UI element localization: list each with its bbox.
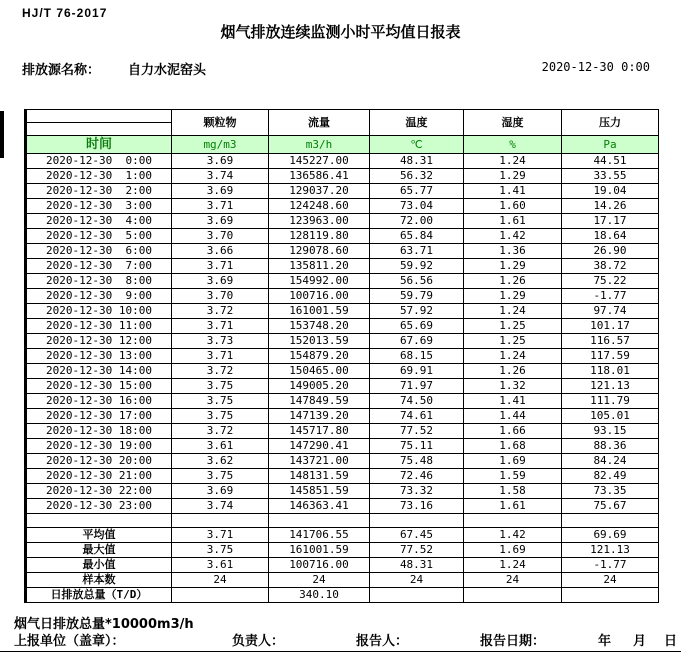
value-cell: 59.92 <box>370 259 464 274</box>
value-cell: 118.01 <box>562 364 659 379</box>
time-header-cell: 时间 <box>26 136 172 154</box>
summary-value-cell: 48.31 <box>370 558 464 573</box>
value-cell: 3.74 <box>172 169 269 184</box>
time-cell: 2020-12-30 2:00 <box>26 184 172 199</box>
table-row <box>26 394 659 409</box>
summary-value-cell: 340.10 <box>269 588 370 603</box>
value-cell: 3.69 <box>172 484 269 499</box>
value-cell: 147849.59 <box>269 394 370 409</box>
value-cell: 75.67 <box>562 499 659 514</box>
value-cell: 3.71 <box>172 259 269 274</box>
value-cell: 1.69 <box>464 454 562 469</box>
summary-value-cell: -1.77 <box>562 558 659 573</box>
summary-value-cell: 24 <box>370 573 464 588</box>
value-cell: 1.41 <box>464 394 562 409</box>
time-cell: 2020-12-30 14:00 <box>26 364 172 379</box>
blank-cell <box>269 514 370 528</box>
value-cell: 26.90 <box>562 244 659 259</box>
table-row <box>26 169 659 184</box>
units-row <box>26 136 659 154</box>
value-cell: 3.69 <box>172 214 269 229</box>
col-header-flow: 流量 <box>269 110 370 136</box>
table-row <box>26 244 659 259</box>
value-cell: 3.61 <box>172 439 269 454</box>
source-line <box>22 59 206 78</box>
value-cell: 1.24 <box>464 154 562 169</box>
summary-row <box>26 573 659 588</box>
value-cell: 1.29 <box>464 259 562 274</box>
value-cell: 143721.00 <box>269 454 370 469</box>
month-label: 月 <box>633 634 647 649</box>
value-cell: 68.15 <box>370 349 464 364</box>
table-body <box>26 154 659 603</box>
value-cell: 3.69 <box>172 184 269 199</box>
value-cell: 44.51 <box>562 154 659 169</box>
summary-value-cell: 24 <box>269 573 370 588</box>
summary-value-cell: 3.75 <box>172 543 269 558</box>
value-cell: 1.60 <box>464 199 562 214</box>
value-cell: 74.50 <box>370 394 464 409</box>
summary-value-cell: 1.42 <box>464 528 562 543</box>
value-cell: 101.17 <box>562 319 659 334</box>
summary-label-cell: 最小值 <box>26 558 172 573</box>
value-cell: 136586.41 <box>269 169 370 184</box>
summary-label-cell: 平均值 <box>26 528 172 543</box>
blank-cell <box>26 110 172 123</box>
blank-cell <box>26 514 172 528</box>
summary-value-cell: 24 <box>464 573 562 588</box>
value-cell: 1.32 <box>464 379 562 394</box>
value-cell: 128119.80 <box>269 229 370 244</box>
value-cell: 1.24 <box>464 304 562 319</box>
source-name: 自力水泥窑头 <box>128 63 207 78</box>
table-row <box>26 274 659 289</box>
table-row <box>26 469 659 484</box>
blank-cell <box>26 123 172 136</box>
value-cell: 154992.00 <box>269 274 370 289</box>
summary-label-cell: 样本数 <box>26 573 172 588</box>
col-header-humidity: 湿度 <box>464 110 562 136</box>
time-cell: 2020-12-30 1:00 <box>26 169 172 184</box>
summary-value-cell <box>172 588 269 603</box>
time-cell: 2020-12-30 8:00 <box>26 274 172 289</box>
table-row <box>26 289 659 304</box>
time-cell: 2020-12-30 11:00 <box>26 319 172 334</box>
table-row <box>26 349 659 364</box>
value-cell: 75.22 <box>562 274 659 289</box>
value-cell: 121.13 <box>562 379 659 394</box>
table-row <box>26 319 659 334</box>
value-cell: 74.61 <box>370 409 464 424</box>
summary-value-cell <box>464 588 562 603</box>
time-cell: 2020-12-30 17:00 <box>26 409 172 424</box>
unit-cell-flow: m3/h <box>269 136 370 154</box>
summary-row <box>26 588 659 603</box>
value-cell: 84.24 <box>562 454 659 469</box>
unit-cell-pressure: Pa <box>562 136 659 154</box>
table-row <box>26 184 659 199</box>
summary-value-cell: 77.52 <box>370 543 464 558</box>
table-row <box>26 259 659 274</box>
summary-value-cell: 67.45 <box>370 528 464 543</box>
value-cell: 161001.59 <box>269 304 370 319</box>
footer-note: 烟气日排放总量*10000m3/h <box>14 617 194 632</box>
value-cell: 48.31 <box>370 154 464 169</box>
table-row <box>26 334 659 349</box>
col-header-particulate: 颗粒物 <box>172 110 269 136</box>
time-cell: 2020-12-30 20:00 <box>26 454 172 469</box>
value-cell: 129037.20 <box>269 184 370 199</box>
value-cell: 69.91 <box>370 364 464 379</box>
value-cell: 1.29 <box>464 289 562 304</box>
value-cell: 77.52 <box>370 424 464 439</box>
value-cell: 33.55 <box>562 169 659 184</box>
value-cell: 147290.41 <box>269 439 370 454</box>
table-row <box>26 409 659 424</box>
value-cell: 71.97 <box>370 379 464 394</box>
value-cell: 3.75 <box>172 379 269 394</box>
value-cell: 1.36 <box>464 244 562 259</box>
value-cell: 1.26 <box>464 274 562 289</box>
value-cell: 73.04 <box>370 199 464 214</box>
time-cell: 2020-12-30 9:00 <box>26 289 172 304</box>
table-row <box>26 364 659 379</box>
value-cell: 153748.20 <box>269 319 370 334</box>
value-cell: 129078.60 <box>269 244 370 259</box>
summary-row <box>26 543 659 558</box>
value-cell: 1.66 <box>464 424 562 439</box>
value-cell: 56.32 <box>370 169 464 184</box>
table-row <box>26 454 659 469</box>
value-cell: 117.59 <box>562 349 659 364</box>
summary-value-cell: 69.69 <box>562 528 659 543</box>
value-cell: 1.61 <box>464 499 562 514</box>
value-cell: 3.66 <box>172 244 269 259</box>
value-cell: 65.69 <box>370 319 464 334</box>
unit-cell-particulate: mg/m3 <box>172 136 269 154</box>
summary-label-cell: 日排放总量（T/D） <box>26 588 172 603</box>
value-cell: 97.74 <box>562 304 659 319</box>
standard-code: HJ/T 76-2017 <box>22 6 108 20</box>
time-cell: 2020-12-30 15:00 <box>26 379 172 394</box>
table-row <box>26 229 659 244</box>
value-cell: 1.58 <box>464 484 562 499</box>
value-cell: 1.68 <box>464 439 562 454</box>
value-cell: 135811.20 <box>269 259 370 274</box>
summary-value-cell: 121.13 <box>562 543 659 558</box>
table-row <box>26 439 659 454</box>
value-cell: 1.61 <box>464 214 562 229</box>
value-cell: 73.32 <box>370 484 464 499</box>
table-row <box>26 424 659 439</box>
value-cell: 111.79 <box>562 394 659 409</box>
value-cell: 3.74 <box>172 499 269 514</box>
value-cell: 3.75 <box>172 469 269 484</box>
summary-row <box>26 558 659 573</box>
summary-value-cell: 1.69 <box>464 543 562 558</box>
bottom-rule <box>0 651 681 652</box>
value-cell: 147139.20 <box>269 409 370 424</box>
value-cell: 3.75 <box>172 409 269 424</box>
summary-value-cell: 3.61 <box>172 558 269 573</box>
value-cell: 19.04 <box>562 184 659 199</box>
value-cell: 93.15 <box>562 424 659 439</box>
value-cell: 145717.80 <box>269 424 370 439</box>
summary-value-cell <box>370 588 464 603</box>
reporting-unit-label: 上报单位（盖章）： <box>14 634 125 649</box>
value-cell: 105.01 <box>562 409 659 424</box>
value-cell: 1.41 <box>464 184 562 199</box>
value-cell: 3.71 <box>172 199 269 214</box>
table-row <box>26 499 659 514</box>
col-header-pressure: 压力 <box>562 110 659 136</box>
time-cell: 2020-12-30 10:00 <box>26 304 172 319</box>
table-row <box>26 304 659 319</box>
table-row <box>26 484 659 499</box>
time-cell: 2020-12-30 13:00 <box>26 349 172 364</box>
blank-cell <box>370 514 464 528</box>
value-cell: 18.64 <box>562 229 659 244</box>
value-cell: 1.44 <box>464 409 562 424</box>
summary-value-cell: 100716.00 <box>269 558 370 573</box>
spacer-row <box>26 514 659 528</box>
value-cell: 116.57 <box>562 334 659 349</box>
blank-cell <box>562 514 659 528</box>
value-cell: 3.71 <box>172 319 269 334</box>
value-cell: 82.49 <box>562 469 659 484</box>
time-cell: 2020-12-30 16:00 <box>26 394 172 409</box>
summary-value-cell <box>562 588 659 603</box>
year-label: 年 <box>598 634 612 649</box>
blank-cell <box>464 514 562 528</box>
time-cell: 2020-12-30 4:00 <box>26 214 172 229</box>
value-cell: 57.92 <box>370 304 464 319</box>
value-cell: 72.46 <box>370 469 464 484</box>
table-row <box>26 214 659 229</box>
value-cell: 124248.60 <box>269 199 370 214</box>
value-cell: 3.69 <box>172 274 269 289</box>
summary-value-cell: 24 <box>172 573 269 588</box>
value-cell: 59.79 <box>370 289 464 304</box>
value-cell: 1.25 <box>464 319 562 334</box>
time-cell: 2020-12-30 22:00 <box>26 484 172 499</box>
summary-value-cell: 161001.59 <box>269 543 370 558</box>
table-head-static <box>26 110 659 154</box>
value-cell: 65.77 <box>370 184 464 199</box>
day-label: 日 <box>664 634 678 649</box>
summary-row <box>26 528 659 543</box>
time-cell: 2020-12-30 23:00 <box>26 499 172 514</box>
value-cell: 3.75 <box>172 394 269 409</box>
report-datetime: 2020-12-30 0:00 <box>541 60 650 74</box>
reporter-label: 报告人： <box>356 634 409 649</box>
time-cell: 2020-12-30 6:00 <box>26 244 172 259</box>
report-date-label: 报告日期： <box>480 634 546 649</box>
footer-signature-line <box>0 630 681 649</box>
value-cell: 3.71 <box>172 349 269 364</box>
column-header-row <box>26 110 659 123</box>
summary-value-cell: 141706.55 <box>269 528 370 543</box>
value-cell: 1.29 <box>464 169 562 184</box>
blank-cell <box>172 514 269 528</box>
value-cell: 63.71 <box>370 244 464 259</box>
time-cell: 2020-12-30 18:00 <box>26 424 172 439</box>
value-cell: 1.24 <box>464 349 562 364</box>
value-cell: 88.36 <box>562 439 659 454</box>
value-cell: 73.35 <box>562 484 659 499</box>
col-header-temperature: 温度 <box>370 110 464 136</box>
value-cell: 38.72 <box>562 259 659 274</box>
value-cell: 72.00 <box>370 214 464 229</box>
value-cell: 3.62 <box>172 454 269 469</box>
time-cell: 2020-12-30 3:00 <box>26 199 172 214</box>
summary-label-cell: 最大值 <box>26 543 172 558</box>
time-cell: 2020-12-30 0:00 <box>26 154 172 169</box>
table-row <box>26 199 659 214</box>
value-cell: 3.72 <box>172 364 269 379</box>
value-cell: 56.56 <box>370 274 464 289</box>
value-cell: 3.72 <box>172 424 269 439</box>
value-cell: 3.73 <box>172 334 269 349</box>
value-cell: -1.77 <box>562 289 659 304</box>
left-edge-mark <box>0 111 4 158</box>
table-row <box>26 379 659 394</box>
summary-value-cell: 3.71 <box>172 528 269 543</box>
responsible-label: 负责人： <box>232 634 285 649</box>
time-cell: 2020-12-30 21:00 <box>26 469 172 484</box>
value-cell: 3.70 <box>172 289 269 304</box>
time-cell: 2020-12-30 19:00 <box>26 439 172 454</box>
value-cell: 1.25 <box>464 334 562 349</box>
value-cell: 148131.59 <box>269 469 370 484</box>
page-title: 烟气排放连续监测小时平均值日报表 <box>220 23 461 41</box>
value-cell: 149005.20 <box>269 379 370 394</box>
value-cell: 65.84 <box>370 229 464 244</box>
value-cell: 1.59 <box>464 469 562 484</box>
value-cell: 1.42 <box>464 229 562 244</box>
value-cell: 3.69 <box>172 154 269 169</box>
unit-cell-temperature: ℃ <box>370 136 464 154</box>
value-cell: 146363.41 <box>269 499 370 514</box>
value-cell: 17.17 <box>562 214 659 229</box>
value-cell: 14.26 <box>562 199 659 214</box>
time-cell: 2020-12-30 5:00 <box>26 229 172 244</box>
value-cell: 150465.00 <box>269 364 370 379</box>
value-cell: 3.72 <box>172 304 269 319</box>
value-cell: 1.26 <box>464 364 562 379</box>
monitoring-table <box>24 109 659 603</box>
value-cell: 73.16 <box>370 499 464 514</box>
value-cell: 75.48 <box>370 454 464 469</box>
source-label: 排放源名称： <box>22 63 101 78</box>
table-row <box>26 154 659 169</box>
summary-value-cell: 24 <box>562 573 659 588</box>
value-cell: 123963.00 <box>269 214 370 229</box>
summary-value-cell: 1.24 <box>464 558 562 573</box>
value-cell: 152013.59 <box>269 334 370 349</box>
value-cell: 145851.59 <box>269 484 370 499</box>
time-cell: 2020-12-30 7:00 <box>26 259 172 274</box>
value-cell: 145227.00 <box>269 154 370 169</box>
value-cell: 154879.20 <box>269 349 370 364</box>
value-cell: 3.70 <box>172 229 269 244</box>
value-cell: 75.11 <box>370 439 464 454</box>
time-cell: 2020-12-30 12:00 <box>26 334 172 349</box>
unit-cell-humidity: % <box>464 136 562 154</box>
value-cell: 100716.00 <box>269 289 370 304</box>
value-cell: 67.69 <box>370 334 464 349</box>
